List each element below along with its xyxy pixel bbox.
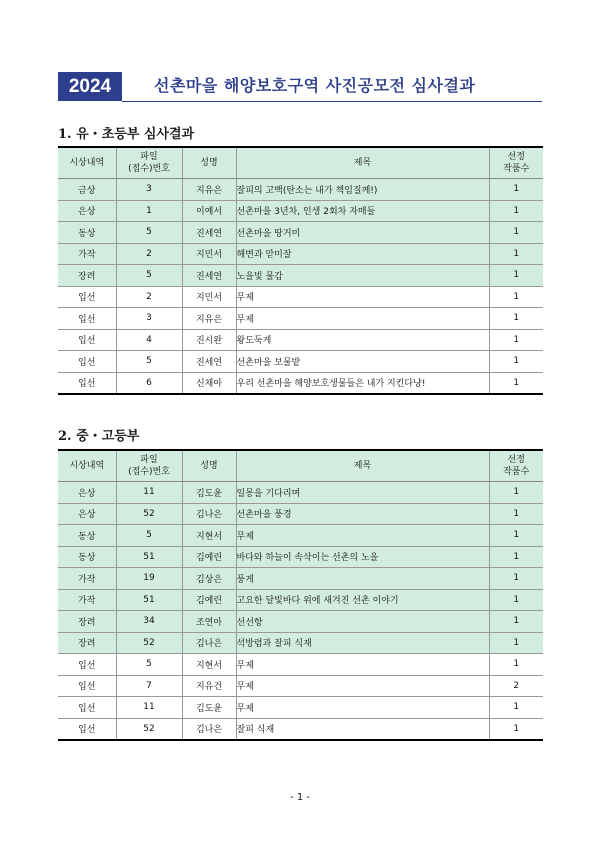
file-no-cell: 2 (116, 286, 182, 308)
column-header-file-no-line2: (접수)번호 (128, 467, 170, 477)
file-no-cell: 3 (116, 179, 182, 201)
column-header-count-line1: 선정 (507, 152, 525, 162)
name-cell: 진세연 (182, 351, 236, 373)
title-cell: 무제 (236, 654, 489, 676)
document-title: 선촌마을 해양보호구역 사진공모전 심사결과 (154, 76, 476, 95)
results-table-elementary (58, 146, 543, 395)
file-no-cell: 51 (116, 589, 182, 611)
name-cell: 조연아 (182, 611, 236, 633)
count-cell: 1 (489, 243, 543, 265)
award-cell: 동상 (58, 546, 116, 568)
title-cell: 왕도둑게 (236, 329, 489, 351)
title-cell: 선선항 (236, 611, 489, 633)
award-cell: 입선 (58, 351, 116, 373)
file-no-cell: 6 (116, 372, 182, 394)
award-cell: 장려 (58, 632, 116, 654)
award-cell: 입선 (58, 286, 116, 308)
table-row (58, 675, 543, 697)
award-cell: 장려 (58, 265, 116, 287)
award-cell: 은상 (58, 503, 116, 525)
table-row (58, 329, 543, 351)
title-cell: 노을빛 물감 (236, 265, 489, 287)
name-cell: 김나은 (182, 632, 236, 654)
table-row (58, 718, 543, 740)
name-cell: 지유건 (182, 675, 236, 697)
title-cell: 선촌마을 풍경 (236, 503, 489, 525)
column-header-title: 제목 (236, 147, 489, 179)
name-cell: 김상은 (182, 568, 236, 590)
name-cell: 신채아 (182, 372, 236, 394)
name-cell: 지현서 (182, 654, 236, 676)
file-no-cell: 11 (116, 482, 182, 504)
count-cell: 1 (489, 632, 543, 654)
section-heading-secondary: 2. 중・고등부 (58, 429, 140, 444)
column-header-count-line2: 작품수 (503, 467, 530, 477)
file-no-cell: 5 (116, 222, 182, 244)
title-cell: 선촌마을 땅거미 (236, 222, 489, 244)
table-header-row (58, 147, 543, 179)
name-cell: 김도윤 (182, 697, 236, 719)
count-cell: 1 (489, 503, 543, 525)
file-no-cell: 11 (116, 697, 182, 719)
title-cell: 무제 (236, 697, 489, 719)
column-header-count-line2: 작품수 (503, 164, 530, 174)
title-cell: 우리 선촌마을 해양보호생물들은 내가 지킨다냥! (236, 372, 489, 394)
name-cell: 진세연 (182, 222, 236, 244)
file-no-cell: 3 (116, 308, 182, 330)
name-cell: 지현서 (182, 525, 236, 547)
file-no-cell: 5 (116, 654, 182, 676)
count-cell: 1 (489, 546, 543, 568)
table-row (58, 589, 543, 611)
award-cell: 입선 (58, 697, 116, 719)
title-cell: 무제 (236, 286, 489, 308)
table-row (58, 611, 543, 633)
award-cell: 동상 (58, 525, 116, 547)
column-header-award: 시상내역 (58, 147, 116, 179)
count-cell: 1 (489, 179, 543, 201)
award-cell: 가작 (58, 243, 116, 265)
table-row (58, 654, 543, 676)
title-cell: 무제 (236, 308, 489, 330)
count-cell: 1 (489, 697, 543, 719)
award-cell: 장려 (58, 611, 116, 633)
file-no-cell: 5 (116, 525, 182, 547)
column-header-count-line1: 선정 (507, 455, 525, 465)
count-cell: 1 (489, 372, 543, 394)
table-row (58, 286, 543, 308)
award-cell: 가작 (58, 589, 116, 611)
column-header-count (489, 450, 543, 482)
count-cell: 2 (489, 675, 543, 697)
count-cell: 1 (489, 589, 543, 611)
name-cell: 진세연 (182, 265, 236, 287)
name-cell: 지민서 (182, 243, 236, 265)
table-header-row (58, 450, 543, 482)
name-cell: 김도윤 (182, 482, 236, 504)
file-no-cell: 34 (116, 611, 182, 633)
count-cell: 1 (489, 265, 543, 287)
file-no-cell: 51 (116, 546, 182, 568)
file-no-cell: 7 (116, 675, 182, 697)
title-cell: 잘피 식재 (236, 718, 489, 740)
column-header-file-no-line2: (접수)번호 (128, 164, 170, 174)
title-cell: 잘피의 고백(탄소는 내가 책임질께!) (236, 179, 489, 201)
table-row (58, 308, 543, 330)
table-row (58, 525, 543, 547)
file-no-cell: 1 (116, 200, 182, 222)
file-no-cell: 5 (116, 265, 182, 287)
count-cell: 1 (489, 329, 543, 351)
title-cell: 바다와 하늘이 속삭이는 선촌의 노을 (236, 546, 489, 568)
count-cell: 1 (489, 200, 543, 222)
name-cell: 지민서 (182, 286, 236, 308)
file-no-cell: 19 (116, 568, 182, 590)
award-cell: 입선 (58, 372, 116, 394)
award-cell: 은상 (58, 200, 116, 222)
name-cell: 이예서 (182, 200, 236, 222)
name-cell: 지유은 (182, 179, 236, 201)
column-header-file-no (116, 450, 182, 482)
count-cell: 1 (489, 286, 543, 308)
title-cell: 석방렴과 잘피 식재 (236, 632, 489, 654)
file-no-cell: 52 (116, 503, 182, 525)
title-cell: 선촌마을 3년차, 인생 2회차 자매들 (236, 200, 489, 222)
count-cell: 1 (489, 308, 543, 330)
table-row (58, 265, 543, 287)
table-row (58, 179, 543, 201)
title-cell: 무제 (236, 525, 489, 547)
award-cell: 입선 (58, 675, 116, 697)
section-heading-elementary: 1. 유・초등부 심사결과 (58, 127, 195, 142)
count-cell: 1 (489, 482, 543, 504)
page-number: - 1 - (290, 792, 310, 803)
count-cell: 1 (489, 525, 543, 547)
count-cell: 1 (489, 351, 543, 373)
table-row (58, 243, 543, 265)
award-cell: 동상 (58, 222, 116, 244)
title-cell: 고요한 달빛바다 위에 새겨진 선촌 이야기 (236, 589, 489, 611)
title-cell: 해변과 맏미잘 (236, 243, 489, 265)
file-no-cell: 52 (116, 718, 182, 740)
column-header-file-no-line1: 파일 (140, 455, 158, 465)
column-header-file-no (116, 147, 182, 179)
name-cell: 김예린 (182, 589, 236, 611)
name-cell: 김나은 (182, 503, 236, 525)
file-no-cell: 4 (116, 329, 182, 351)
name-cell: 진시완 (182, 329, 236, 351)
column-header-award: 시상내역 (58, 450, 116, 482)
count-cell: 1 (489, 222, 543, 244)
table-row (58, 372, 543, 394)
year-badge: 2024 (58, 72, 122, 101)
results-table-secondary (58, 449, 543, 741)
file-no-cell: 52 (116, 632, 182, 654)
column-header-count (489, 147, 543, 179)
table-row (58, 200, 543, 222)
file-no-cell: 5 (116, 351, 182, 373)
table-row (58, 546, 543, 568)
table-row (58, 222, 543, 244)
award-cell: 입선 (58, 308, 116, 330)
award-cell: 입선 (58, 329, 116, 351)
name-cell: 김예린 (182, 546, 236, 568)
count-cell: 1 (489, 611, 543, 633)
count-cell: 1 (489, 654, 543, 676)
table-row (58, 697, 543, 719)
document-header (58, 72, 542, 102)
column-header-file-no-line1: 파일 (140, 152, 158, 162)
table-row (58, 351, 543, 373)
award-cell: 가작 (58, 568, 116, 590)
file-no-cell: 2 (116, 243, 182, 265)
name-cell: 지유은 (182, 308, 236, 330)
award-cell: 입선 (58, 718, 116, 740)
award-cell: 금상 (58, 179, 116, 201)
name-cell: 김나은 (182, 718, 236, 740)
table-row (58, 482, 543, 504)
count-cell: 1 (489, 568, 543, 590)
column-header-name: 성명 (182, 147, 236, 179)
table-row (58, 632, 543, 654)
column-header-title: 제목 (236, 450, 489, 482)
title-cell: 일몽을 기다리며 (236, 482, 489, 504)
award-cell: 은상 (58, 482, 116, 504)
title-cell: 풍게 (236, 568, 489, 590)
table-row (58, 568, 543, 590)
title-underline (122, 101, 542, 102)
title-cell: 선촌마을 보물밭 (236, 351, 489, 373)
table-row (58, 503, 543, 525)
award-cell: 입선 (58, 654, 116, 676)
title-cell: 무제 (236, 675, 489, 697)
column-header-name: 성명 (182, 450, 236, 482)
count-cell: 1 (489, 718, 543, 740)
